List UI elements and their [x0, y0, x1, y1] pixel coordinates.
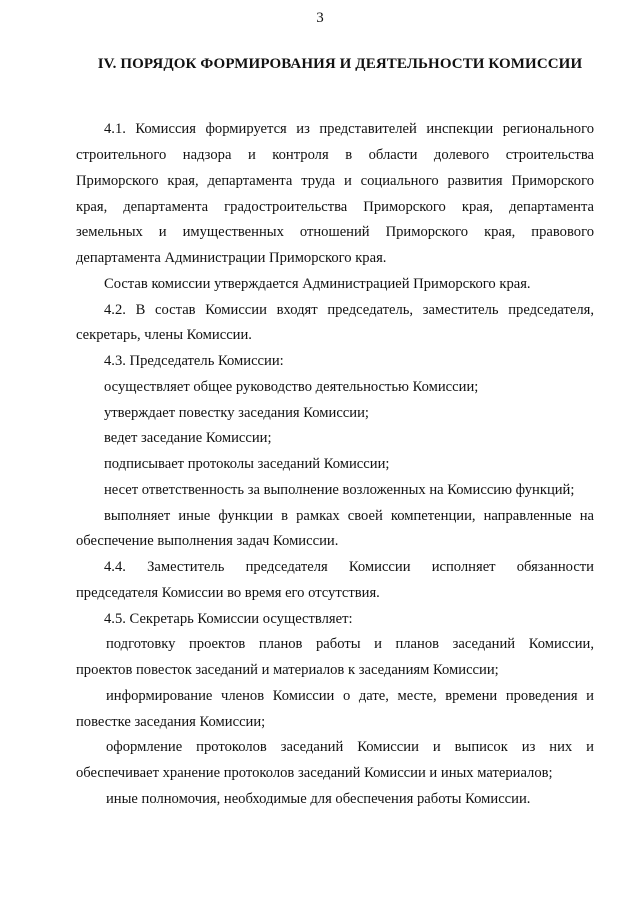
text-line: 4.1. Комиссия формируется из представителей инспекции регионального: [104, 121, 594, 137]
text-line: проектов повесток заседаний и материалов к заседаниям Комиссии;: [76, 662, 499, 678]
text-line: строительного надзора и контроля в области долевого строительства: [76, 147, 594, 163]
text-line: обеспечение выполнения задач Комиссии.: [76, 533, 339, 549]
page-number: 3: [316, 10, 324, 26]
text-line: Приморского края, департамента труда и социального развития Приморского: [76, 173, 594, 189]
text-line: подписывает протоколы заседаний Комиссии;: [104, 456, 390, 472]
text-line: Состав комиссии утверждается Администрацией Приморского края.: [104, 276, 531, 292]
text-line: 4.4. Заместитель председателя Комиссии исполняет обязанности: [104, 559, 594, 575]
text-line: ведет заседание Комиссии;: [104, 430, 272, 446]
text-line: секретарь, члены Комиссии.: [76, 327, 252, 343]
text-line: 4.5. Секретарь Комиссии осуществляет:: [104, 611, 353, 627]
text-line: края, департамента градостроительства Приморского края, департамента: [76, 199, 594, 215]
text-line: информирование членов Комиссии о дате, месте, времени проведения и: [106, 688, 594, 704]
text-line: несет ответственность за выполнение возложенных на Комиссию функций;: [104, 482, 575, 498]
text-line: председателя Комиссии во время его отсутствия.: [76, 585, 380, 601]
text-line: обеспечивает хранение протоколов заседаний Комиссии и иных материалов;: [76, 765, 553, 781]
text-line: выполняет иные функции в рамках своей компетенции, направленные на: [104, 508, 594, 524]
text-line: повестке заседания Комиссии;: [76, 714, 266, 730]
text-line: 4.3. Председатель Комиссии:: [104, 353, 284, 369]
section-heading: IV. ПОРЯДОК ФОРМИРОВАНИЯ И ДЕЯТЕЛЬНОСТИ КОМИССИИ: [97, 56, 583, 72]
text-line: 4.2. В состав Комиссии входят председатель, заместитель председателя,: [104, 302, 594, 318]
text-line: утверждает повестку заседания Комиссии;: [104, 405, 369, 421]
text-line: оформление протоколов заседаний Комиссии и выписок из них и: [106, 739, 594, 755]
text-line: осуществляет общее руководство деятельностью Комиссии;: [104, 379, 479, 395]
text-line: подготовку проектов планов работы и планов заседаний Комиссии,: [106, 636, 594, 652]
text-line: иные полномочия, необходимые для обеспечения работы Комиссии.: [106, 791, 531, 807]
text-line: департамента Администрации Приморского края.: [76, 250, 387, 266]
text-line: земельных и имущественных отношений Приморского края, правового: [76, 224, 594, 240]
